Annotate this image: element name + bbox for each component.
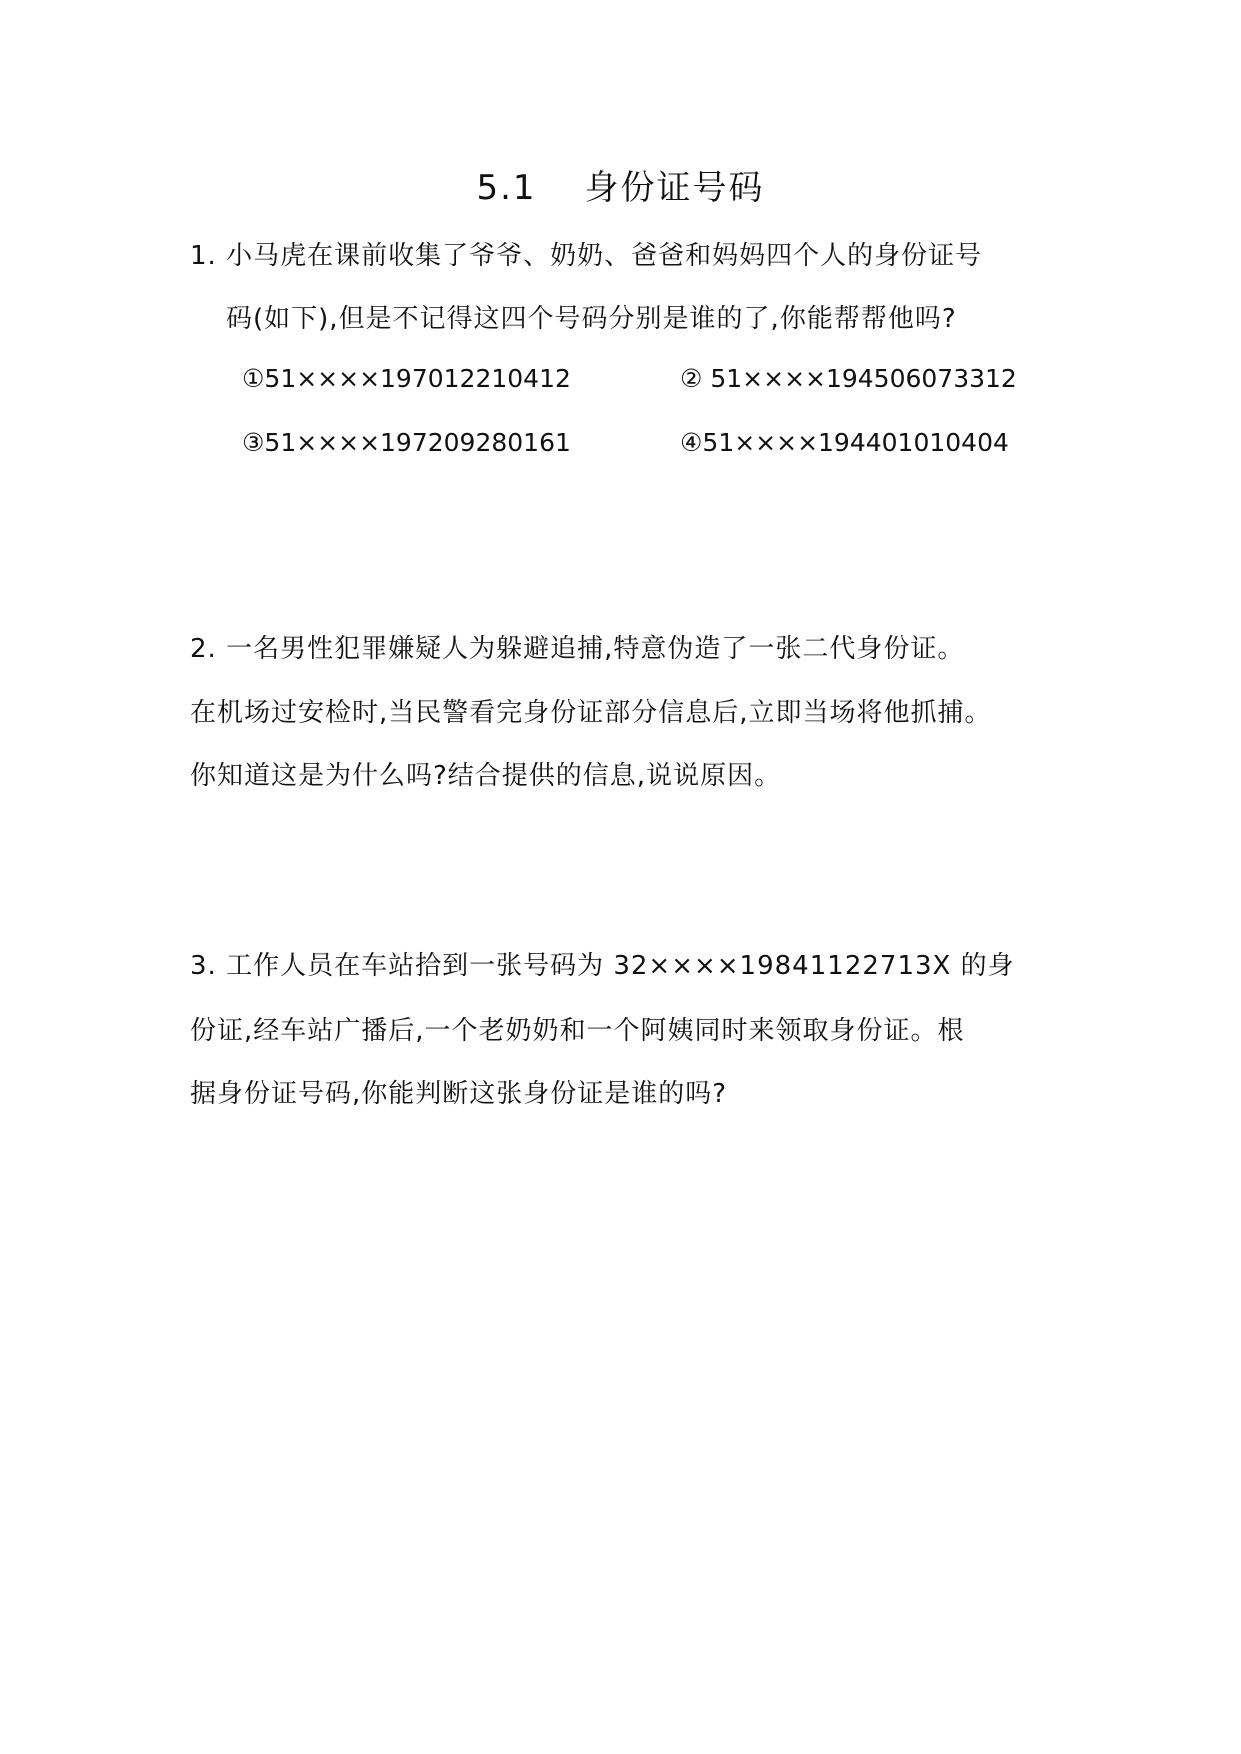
id-number-4: ④51××××194401010404 bbox=[680, 428, 1009, 457]
q3-text-line-1: 3. 工作人员在车站拾到一张号码为 32××××19841122713X 的身 bbox=[190, 951, 1015, 981]
q3-text-line-2: 份证,经车站广播后,一个老奶奶和一个阿姨同时来领取身份证。根 bbox=[190, 1016, 965, 1046]
q2-text-line-2: 在机场过安检时,当民警看完身份证部分信息后,立即当场将他抓捕。 bbox=[190, 698, 992, 728]
q2-text-line-3: 你知道这是为什么吗?结合提供的信息,说说原因。 bbox=[190, 761, 782, 791]
q1-text-line-2: 码(如下),但是不记得这四个号码分别是谁的了,你能帮帮他吗? bbox=[226, 304, 957, 334]
q1-text-line-1: 1. 小马虎在课前收集了爷爷、奶奶、爸爸和妈妈四个人的身份证号 bbox=[190, 241, 983, 271]
id-number-1: ①51××××197012210412 bbox=[242, 364, 571, 393]
q3-text-line-3: 据身份证号码,你能判断这张身份证是谁的吗? bbox=[190, 1079, 728, 1109]
id-number-2: ② 51××××194506073312 bbox=[680, 364, 1017, 393]
section-number: 5.1 bbox=[476, 168, 537, 208]
page-title bbox=[0, 160, 1241, 209]
q2-text-line-1: 2. 一名男性犯罪嫌疑人为躲避追捕,特意伪造了一张二代身份证。 bbox=[190, 634, 965, 664]
id-number-3: ③51××××197209280161 bbox=[242, 428, 571, 457]
section-title: 身份证号码 bbox=[584, 168, 765, 208]
